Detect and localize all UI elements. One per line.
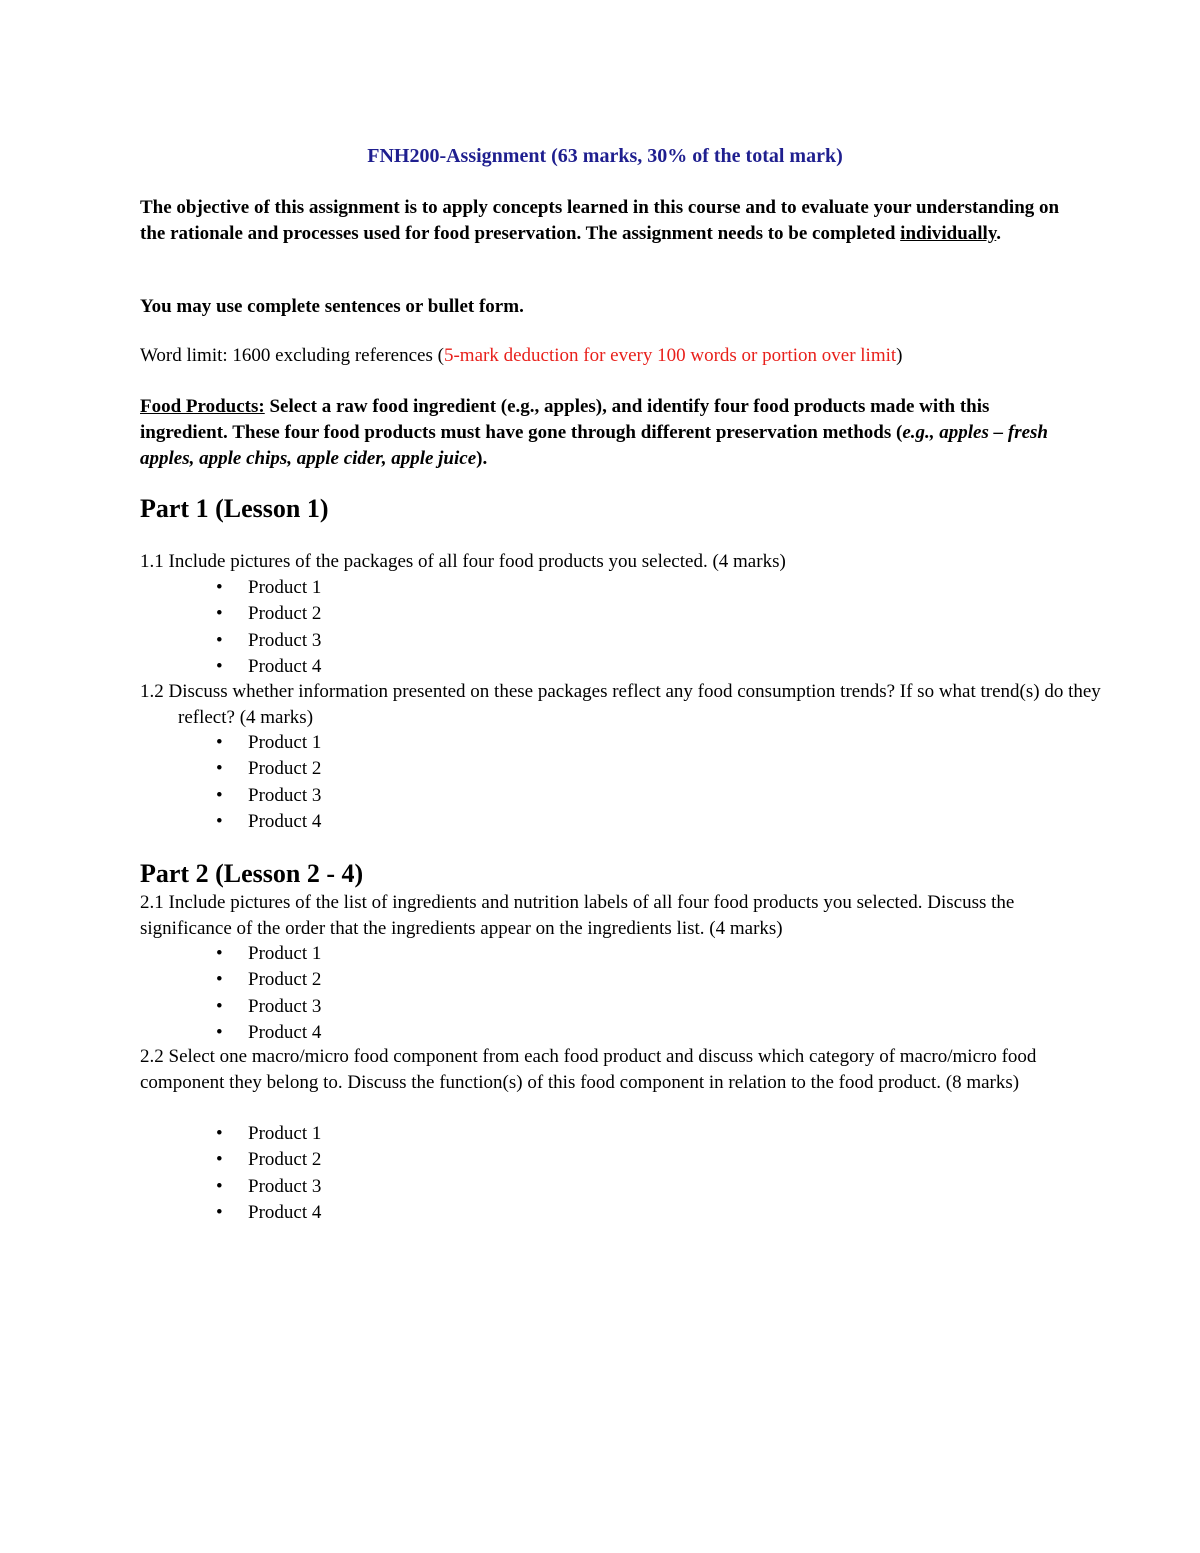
question-2-2-products: [140, 1121, 321, 1226]
bullet: •: [216, 943, 223, 964]
word-limit-penalty: 5-mark deduction for every 100 words or portion over limit: [443, 345, 897, 366]
objective-end: .: [996, 223, 1002, 244]
list-item: • Product 4: [140, 1020, 321, 1046]
bullet: •: [216, 1021, 223, 1043]
food-products-example: e.g., apples – fresh apples, apple chips, apple cider, apple juice: [140, 422, 1048, 469]
list-item: • Product 1: [140, 941, 321, 967]
word-limit: [140, 343, 1070, 369]
format-note: You may use complete sentences or bullet form.: [140, 296, 524, 317]
bullet: •: [216, 629, 223, 651]
bullet: •: [216, 810, 223, 832]
part1-heading: Part 1 (Lesson 1): [140, 494, 329, 523]
list-item: • Product 3: [140, 994, 321, 1020]
bullet: •: [216, 1149, 223, 1171]
objective-paragraph: [140, 195, 1070, 247]
list-item: • Product 2: [140, 967, 321, 993]
bullet: •: [216, 995, 223, 1017]
document-title: FNH200-Assignment (63 marks, 30% of the total mark): [367, 145, 843, 167]
bullet: •: [216, 969, 223, 991]
question-2-2: 2.2 Select one macro/micro food component from each food product and discuss which category of macro/micro food component they belong to. Discuss the function(s) of this food component in relation to the food product. (8 marks): [140, 1046, 1037, 1093]
bullet: •: [216, 603, 223, 625]
bullet: •: [216, 1201, 223, 1223]
food-products-end: ).: [476, 448, 488, 469]
food-products-text: Select a raw food ingredient (e.g., apples), and identify four food products made with this ingredient. These four food products must have gone through different preservation methods (: [140, 396, 990, 443]
question-2-1-products: [140, 941, 321, 1046]
bullet: •: [216, 655, 223, 677]
question-1-1: 1.1 Include pictures of the packages of all four food products you selected. (4 marks): [140, 551, 786, 572]
list-item: • Product 3: [140, 1174, 321, 1200]
individually-emphasis: individually: [900, 223, 997, 244]
objective-text: The objective of this assignment is to apply concepts learned in this course and to evaluate your understanding on the rationale and processes used for food preservation. The assignment needs to be completed: [140, 197, 1060, 244]
list-item: • Product 1: [140, 575, 321, 601]
list-item: • Product 2: [140, 1147, 321, 1173]
bullet: •: [216, 784, 223, 806]
list-item: • Product 3: [140, 628, 321, 654]
list-item: • Product 4: [140, 1200, 321, 1226]
question-1-2-products: [140, 730, 321, 835]
question-2-1: 2.1 Include pictures of the list of ingredients and nutrition labels of all four food products you selected. Discuss the significance of the order that the ingredients appear on the ingredients list. (4 marks): [140, 892, 1015, 939]
list-item: • Product 4: [140, 809, 321, 835]
list-item: • Product 2: [140, 756, 321, 782]
question-1-2: 1.2 Discuss whether information presented on these packages reflect any food consumption trends? If so what trend(s) do they reflect? (4 marks): [140, 681, 1101, 728]
list-item: • Product 1: [140, 730, 321, 756]
list-item: • Product 3: [140, 783, 321, 809]
question-1-1-products: [140, 575, 321, 680]
list-item: • Product 1: [140, 1121, 321, 1147]
part2-heading: Part 2 (Lesson 2 - 4): [140, 859, 364, 888]
word-limit-close: ): [896, 345, 903, 366]
list-item: • Product 4: [140, 654, 321, 680]
word-limit-text: Word limit: 1600 excluding references (: [140, 345, 444, 366]
bullet: •: [216, 732, 223, 753]
food-products-paragraph: [140, 394, 1070, 472]
bullet: •: [216, 1123, 223, 1144]
list-item: • Product 2: [140, 601, 321, 627]
bullet: •: [216, 577, 223, 598]
bullet: •: [216, 758, 223, 780]
bullet: •: [216, 1175, 223, 1197]
food-products-label: Food Products:: [140, 396, 265, 417]
